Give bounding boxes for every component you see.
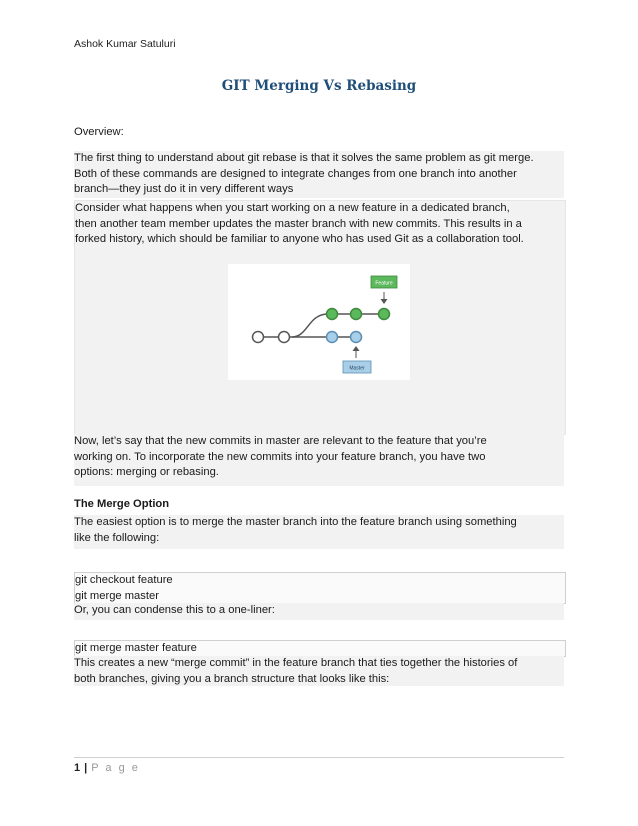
paragraph-merge-intro bbox=[74, 515, 564, 549]
feature-arrow-head bbox=[381, 299, 388, 304]
paragraph-intro bbox=[74, 151, 564, 198]
master-commit bbox=[351, 332, 362, 343]
feature-commit bbox=[379, 309, 390, 320]
page-title: GIT Merging Vs Rebasing bbox=[221, 78, 417, 94]
text-line: branch—they just do it in very different ways bbox=[74, 183, 294, 195]
text-line: The easiest option is to merge the master branch into the feature branch using something bbox=[74, 516, 517, 528]
base-commit bbox=[279, 332, 290, 343]
feature-label: Feature bbox=[375, 280, 393, 287]
code-block-merge bbox=[74, 572, 566, 604]
code-block-one-liner bbox=[74, 640, 566, 657]
overview-label: Overview: bbox=[74, 126, 124, 138]
text-line: Both of these commands are designed to integrate changes from one branch into another bbox=[74, 167, 517, 180]
page-number: 1 bbox=[74, 762, 81, 774]
master-arrow-head bbox=[353, 346, 360, 351]
code-line: git merge master feature bbox=[75, 642, 197, 654]
code-line: git merge master bbox=[75, 589, 159, 602]
section-heading-merge: The Merge Option bbox=[74, 498, 170, 510]
text-line: Now, let’s say that the new commits in master are relevant to the feature that you’re bbox=[74, 435, 487, 447]
text-line: options: merging or rebasing. bbox=[74, 466, 219, 478]
feature-commit bbox=[327, 309, 338, 320]
text-line: like the following: bbox=[74, 531, 160, 544]
text-line: The first thing to understand about git rebase is that it solves the same problem as git merge. bbox=[74, 152, 534, 164]
text-line: forked history, which should be familiar to anyone who has used Git as a collaboration tool. bbox=[75, 233, 524, 245]
text-line: then another team member updates the master branch with new commits. This results in a bbox=[75, 217, 522, 230]
feature-line bbox=[292, 314, 384, 337]
page-label: P a g e bbox=[91, 762, 140, 774]
master-label: Master bbox=[349, 365, 365, 372]
base-commit bbox=[253, 332, 264, 343]
footer-separator: | bbox=[84, 762, 88, 774]
feature-commit bbox=[351, 309, 362, 320]
header-author: Ashok Kumar Satuluri bbox=[74, 38, 176, 50]
text-line: both branches, giving you a branch structure that looks like this: bbox=[74, 672, 390, 685]
text-line: Consider what happens when you start working on a new feature in a dedicated branch, bbox=[75, 202, 510, 214]
paragraph-one-liner: Or, you can condense this to a one-liner: bbox=[74, 603, 564, 620]
master-commit bbox=[327, 332, 338, 343]
footer-divider bbox=[74, 757, 564, 758]
paragraph-options bbox=[74, 434, 564, 486]
code-line: git checkout feature bbox=[75, 574, 173, 586]
branch-diagram-svg bbox=[228, 264, 410, 380]
branch-diagram bbox=[228, 264, 410, 380]
text-line: working on. To incorporate the new commits into your feature branch, you have two bbox=[74, 450, 486, 463]
footer bbox=[74, 762, 140, 774]
paragraph-merge-commit bbox=[74, 656, 564, 686]
text-line: This creates a new “merge commit” in the feature branch that ties together the histories of bbox=[74, 657, 518, 669]
